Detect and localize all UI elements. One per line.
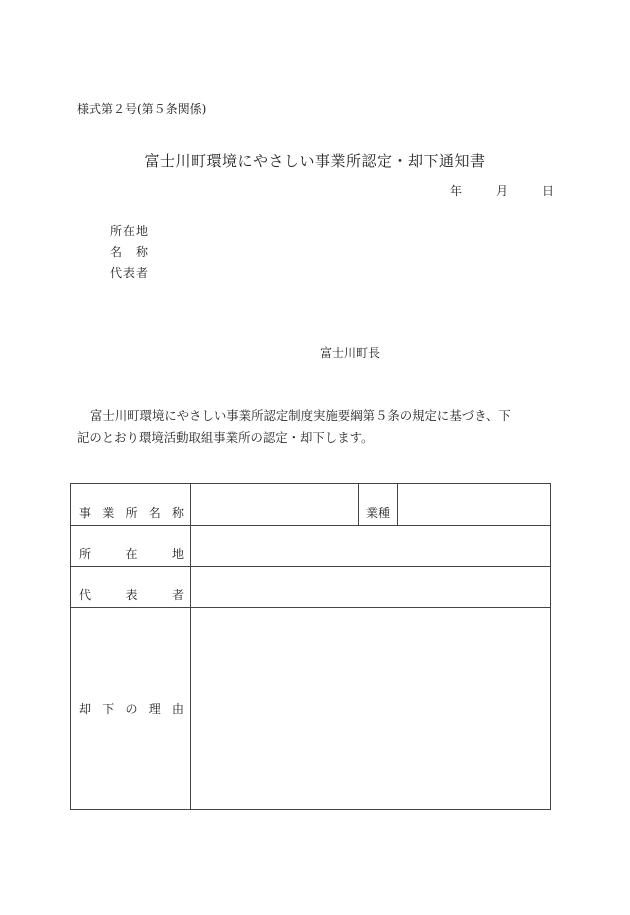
table-row-location (71, 526, 551, 567)
date-line (450, 182, 554, 199)
month-label: 月 (495, 184, 508, 198)
table-row-rejection-reason (71, 608, 551, 810)
representative-label: 代 表 者 (71, 567, 191, 608)
business-name-label: 事 業 所 名 称 (71, 484, 191, 526)
table-row-business-name (71, 484, 551, 526)
document-title: 富士川町環境にやさしい事業所認定・却下通知書 (144, 152, 486, 170)
location-field[interactable] (191, 526, 551, 567)
record-table (70, 483, 551, 810)
rejection-reason-label: 却 下 の 理 由 (71, 608, 191, 810)
issuer-name: 富士川町長 (320, 346, 381, 360)
year-label: 年 (449, 184, 462, 198)
form-number: 様式第２号(第５条関係) (77, 102, 207, 116)
recipient-name-label: 名 称 (110, 245, 150, 259)
body-line-2: 記のとおり環境活動取組事業所の認定・却下します。 (77, 430, 374, 445)
industry-field[interactable] (398, 484, 551, 526)
rejection-reason-field[interactable] (191, 608, 551, 810)
location-label: 所 在 地 (71, 526, 191, 567)
recipient-location-label: 所在地 (110, 224, 150, 238)
day-label: 日 (541, 184, 554, 198)
body-text (77, 405, 557, 449)
business-name-field[interactable] (191, 484, 359, 526)
industry-label: 業種 (359, 484, 398, 526)
recipient-representative-label: 代表者 (110, 266, 150, 280)
body-line-1: 富士川町環境にやさしい事業所認定制度実施要綱第５条の規定に基づき、下 (90, 408, 511, 423)
table-row-representative (71, 567, 551, 608)
representative-field[interactable] (191, 567, 551, 608)
